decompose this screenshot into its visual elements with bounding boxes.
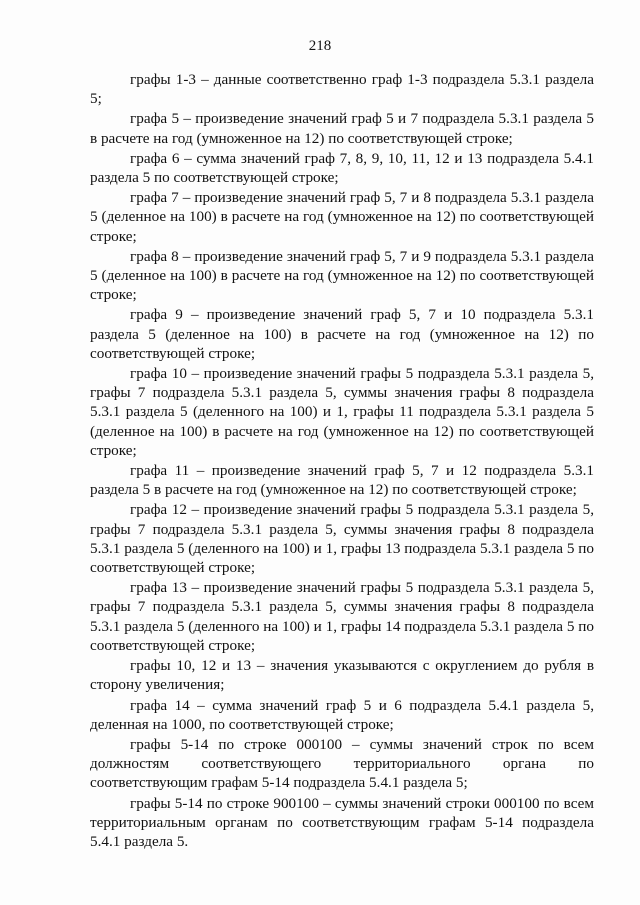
paragraph-column-13: графа 13 – произведение значений графы 5 подраздела 5.3.1 раздела 5, графы 7 подраздела 5.3.1 раздела 5, суммы значения графы 8 подраздела 5.3.1 раздела 5 (деленного на 100) и 1, графы 14 подраздела 5.3.1 раздела 5 по соответствующей строке; [90,579,594,654]
paragraph-row-000100: графы 5-14 по строке 000100 – суммы значений строк по всем должностям соответствующего территориального органа по соответствующим графам 5-14 подраздела 5.4.1 раздела 5; [90,735,594,792]
paragraph-column-8: графа 8 – произведение значений граф 5, 7 и 9 подраздела 5.3.1 раздела 5 (деленное на 100) в расчете на год (умноженное на 12) по соответствующей строке; [90,247,594,304]
paragraph-rounding-rule: графы 10, 12 и 13 – значения указываются с округлением до рубля в сторону увеличения; [90,657,594,694]
paragraph-column-10: графа 10 – произведение значений графы 5 подраздела 5.3.1 раздела 5, графы 7 подраздела 5.3.1 раздела 5, суммы значения графы 8 подраздела 5.3.1 раздела 5 (деленного на 100) и 1, графы 11 подраздела 5.3.1 раздела 5 (деленное на 100) в расчете на год (умноженное на 12) по соответствующей строке; [90,365,594,459]
paragraph-column-12: графа 12 – произведение значений графы 5 подраздела 5.3.1 раздела 5, графы 7 подраздела 5.3.1 раздела 5, суммы значения графы 8 подраздела 5.3.1 раздела 5 (деленного на 100) и 1, графы 13 подраздела 5.3.1 раздела 5 по соответствующей строке; [90,501,594,577]
paragraph-column-6: графа 6 – сумма значений граф 7, 8, 9, 10, 11, 12 и 13 подраздела 5.4.1 раздела 5 по соответствующей строке; [90,149,594,187]
paragraph-column-5: графа 5 – произведение значений граф 5 и 7 подраздела 5.3.1 раздела 5 в расчете на год (умноженное на 12) по соответствующей строке; [90,110,594,147]
paragraph-column-7: графа 7 – произведение значений граф 5, 7 и 8 подраздела 5.3.1 раздела 5 (деленное на 100) в расчете на год (умноженное на 12) по соответствующей строке; [90,189,594,245]
paragraph-column-11: графа 11 – произведение значений граф 5, 7 и 12 подраздела 5.3.1 раздела 5 в расчете на год (умноженное на 12) по соответствующей строке; [90,462,594,499]
document-body [90,70,594,852]
paragraph-column-9: графа 9 – произведение значений граф 5, 7 и 10 подраздела 5.3.1 раздела 5 (деленное на 100) в расчете на год (умноженное на 12) по соответствующей строке; [90,306,594,362]
paragraph-columns-1-3: графы 1-3 – данные соответственно граф 1-3 подраздела 5.3.1 раздела 5; [90,71,594,108]
paragraph-column-14: графа 14 – сумма значений граф 5 и 6 подраздела 5.4.1 раздела 5, деленная на 1000, по соответствующей строке; [90,696,594,733]
paragraph-row-900100: графы 5-14 по строке 900100 – суммы значений строки 000100 по всем территориальным органам по соответствующим графам 5-14 подраздела 5.4.1 раздела 5. [90,794,594,850]
page-number: 218 [308,38,332,54]
